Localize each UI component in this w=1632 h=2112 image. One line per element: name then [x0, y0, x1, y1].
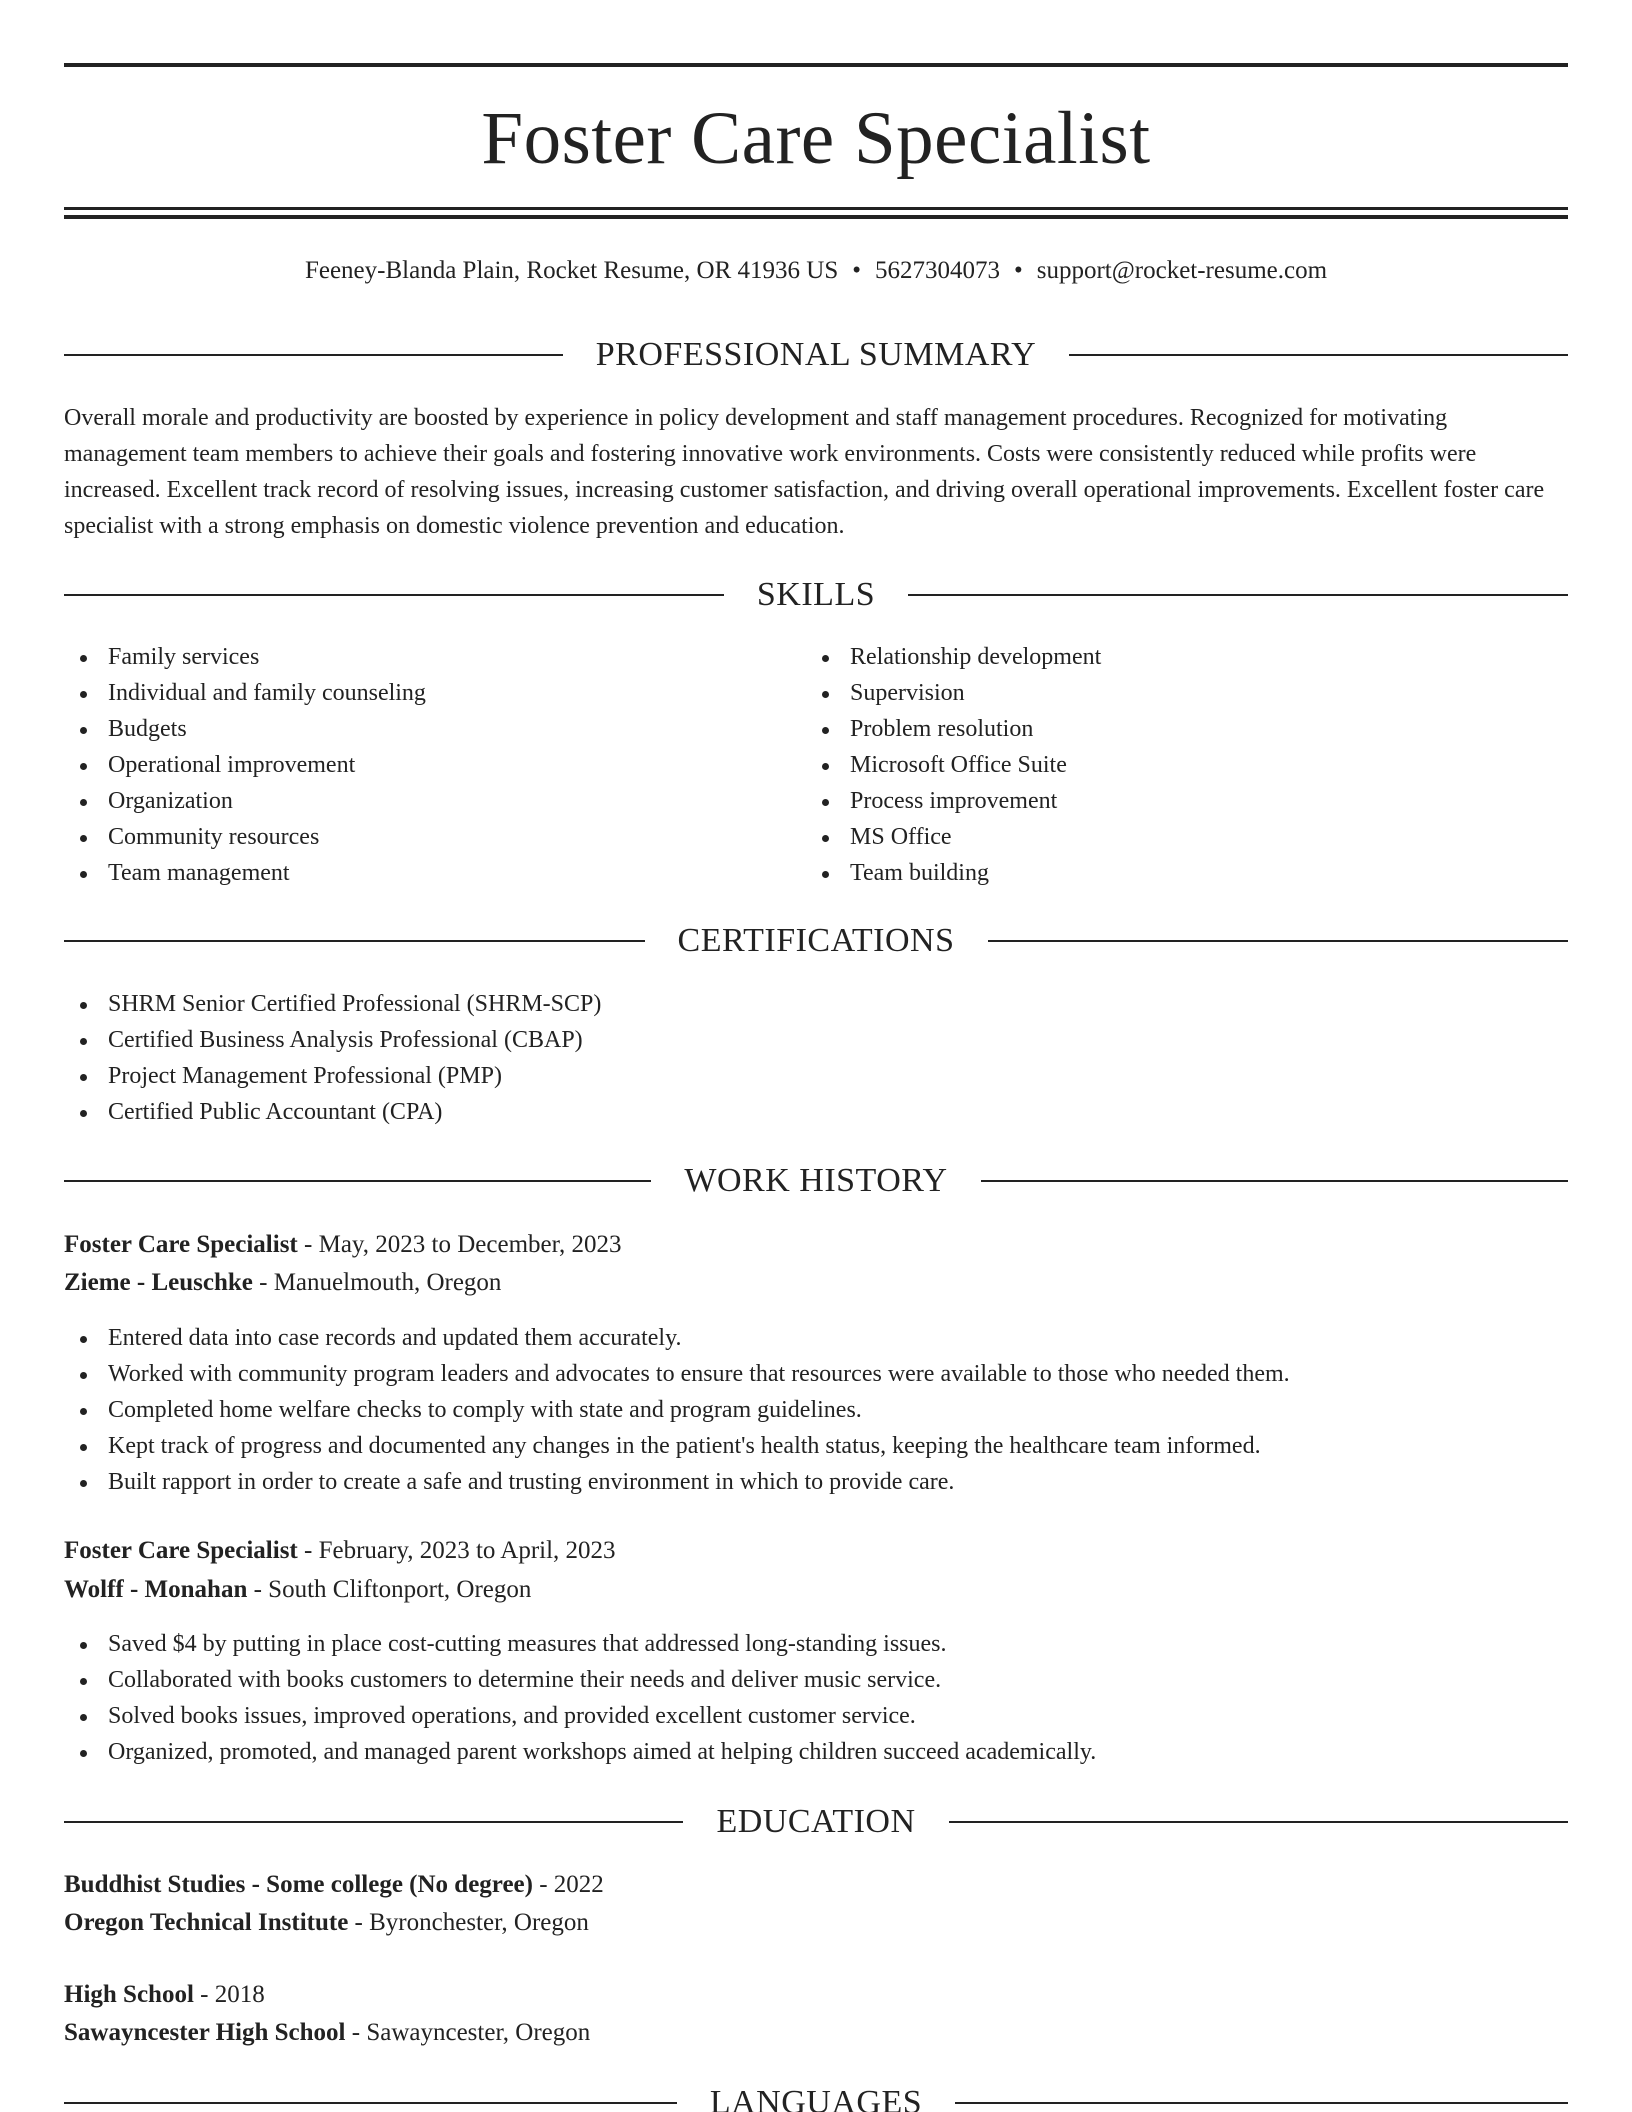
skill-item: Relationship development — [806, 639, 1506, 675]
education-school-line — [64, 2015, 1568, 2051]
job-duty-item: Worked with community program leaders and advocates to ensure that resources were available to those who needed them. — [64, 1356, 1568, 1392]
certification-item: Certified Business Analysis Professional (CBAP) — [64, 1022, 1568, 1058]
heading-rule — [955, 2102, 1568, 2104]
section-heading-summary — [64, 333, 1568, 377]
heading-rule — [988, 940, 1569, 942]
job-title: Foster Care Specialist — [64, 1231, 298, 1258]
top-rule — [64, 63, 1568, 67]
contact-phone: 5627304073 — [874, 257, 1000, 284]
job-duty-item: Completed home welfare checks to comply with state and program guidelines. — [64, 1392, 1568, 1428]
job-duty-item: Organized, promoted, and managed parent workshops aimed at helping children succeed academically. — [64, 1734, 1568, 1770]
education-degree: High School — [64, 1981, 194, 2008]
section-heading-certifications — [64, 919, 1568, 963]
skill-item: Supervision — [806, 675, 1506, 711]
section-heading-skills — [64, 573, 1568, 617]
candidate-name: Foster Care Specialist — [481, 97, 1151, 180]
skill-item: Operational improvement — [64, 747, 764, 783]
job-title-line — [64, 1533, 1568, 1569]
skill-item: MS Office — [806, 819, 1506, 855]
education-school-line — [64, 1905, 1568, 1941]
section-heading-languages — [64, 2081, 1568, 2112]
heading-rule — [64, 594, 724, 596]
job-duty-item: Collaborated with books customers to determine their needs and deliver music service. — [64, 1662, 1568, 1698]
double-rule-upper — [64, 207, 1568, 210]
education-location: - Sawayncester, Oregon — [345, 2019, 591, 2046]
heading-rule — [981, 1180, 1568, 1182]
skill-item: Team management — [64, 855, 764, 891]
job-duty-item: Kept track of progress and documented any changes in the patient's health status, keeping the healthcare team informed. — [64, 1428, 1568, 1464]
heading-rule — [64, 940, 645, 942]
certification-item: Project Management Professional (PMP) — [64, 1058, 1568, 1094]
section-title: PROFESSIONAL SUMMARY — [595, 336, 1037, 373]
education-school: Oregon Technical Institute — [64, 1909, 349, 1936]
section-title: CERTIFICATIONS — [677, 922, 955, 959]
job-title: Foster Care Specialist — [64, 1537, 298, 1564]
section-heading-education — [64, 1800, 1568, 1844]
education-degree: Buddhist Studies - Some college (No degree) — [64, 1871, 533, 1898]
skill-item: Individual and family counseling — [64, 675, 764, 711]
certifications-list — [64, 986, 1568, 1130]
job-location: - Manuelmouth, Oregon — [252, 1269, 502, 1296]
job-title-line — [64, 1227, 1568, 1263]
skill-item: Organization — [64, 783, 764, 819]
education-school: Sawayncester High School — [64, 2019, 346, 2046]
double-rule-lower — [64, 215, 1568, 219]
skill-item: Microsoft Office Suite — [806, 747, 1506, 783]
job-duty-item: Saved $4 by putting in place cost-cutting measures that addressed long-standing issues. — [64, 1626, 1568, 1662]
job-company-line — [64, 1572, 1568, 1608]
section-heading-work-history — [64, 1159, 1568, 1203]
heading-rule — [64, 1180, 651, 1182]
section-title: SKILLS — [756, 576, 876, 613]
bullet-separator: • — [852, 257, 861, 284]
job-duties-list — [64, 1626, 1568, 1770]
job-duty-item: Solved books issues, improved operations, and provided excellent customer service. — [64, 1698, 1568, 1734]
job-company: Zieme - Leuschke — [64, 1269, 253, 1296]
skills-list-right — [806, 639, 1506, 891]
heading-rule — [908, 594, 1568, 596]
education-year: - 2018 — [193, 1981, 265, 2008]
job-duties-list — [64, 1320, 1568, 1500]
education-year: - 2022 — [532, 1871, 604, 1898]
heading-rule — [64, 2102, 677, 2104]
certification-item: SHRM Senior Certified Professional (SHRM-SCP) — [64, 986, 1568, 1022]
education-location: - Byronchester, Oregon — [348, 1909, 589, 1936]
job-dates: - February, 2023 to April, 2023 — [297, 1537, 616, 1564]
summary-text: Overall morale and productivity are boosted by experience in policy development and staff management procedures. Recognized for motivating management team members to achieve their goals and fostering innovative work environments. Costs were consistently reduced while profits were increased. Excellent track record of resolving issues, increasing customer satisfaction, and driving overall operational improvements. Excellent foster care specialist with a strong emphasis on domestic violence prevention and education. — [64, 405, 1545, 539]
skill-item: Team building — [806, 855, 1506, 891]
job-duty-item: Built rapport in order to create a safe and trusting environment in which to provide care. — [64, 1464, 1568, 1500]
contact-email: support@rocket-resume.com — [1036, 257, 1328, 284]
skill-item: Community resources — [64, 819, 764, 855]
skill-item: Problem resolution — [806, 711, 1506, 747]
heading-rule — [64, 354, 563, 356]
education-degree-line — [64, 1867, 1568, 1903]
heading-rule — [1069, 354, 1568, 356]
section-title: EDUCATION — [716, 1803, 916, 1840]
contact-address: Feeney-Blanda Plain, Rocket Resume, OR 41936 US — [304, 257, 839, 284]
job-company: Wolff - Monahan — [64, 1576, 248, 1603]
job-location: - South Cliftonport, Oregon — [247, 1576, 532, 1603]
bullet-separator: • — [1013, 257, 1023, 284]
section-title: LANGUAGES — [709, 2084, 923, 2112]
skill-item: Process improvement — [806, 783, 1506, 819]
contact-line — [64, 254, 1568, 288]
certification-item: Certified Public Accountant (CPA) — [64, 1094, 1568, 1130]
skills-list-left — [64, 639, 764, 891]
job-duty-item: Entered data into case records and updated them accurately. — [64, 1320, 1568, 1356]
job-company-line — [64, 1265, 1568, 1301]
heading-rule — [64, 1821, 683, 1823]
section-title: WORK HISTORY — [684, 1162, 948, 1199]
skill-item: Budgets — [64, 711, 764, 747]
education-degree-line — [64, 1977, 1568, 2013]
skill-item: Family services — [64, 639, 764, 675]
heading-rule — [949, 1821, 1568, 1823]
job-dates: - May, 2023 to December, 2023 — [297, 1231, 622, 1258]
